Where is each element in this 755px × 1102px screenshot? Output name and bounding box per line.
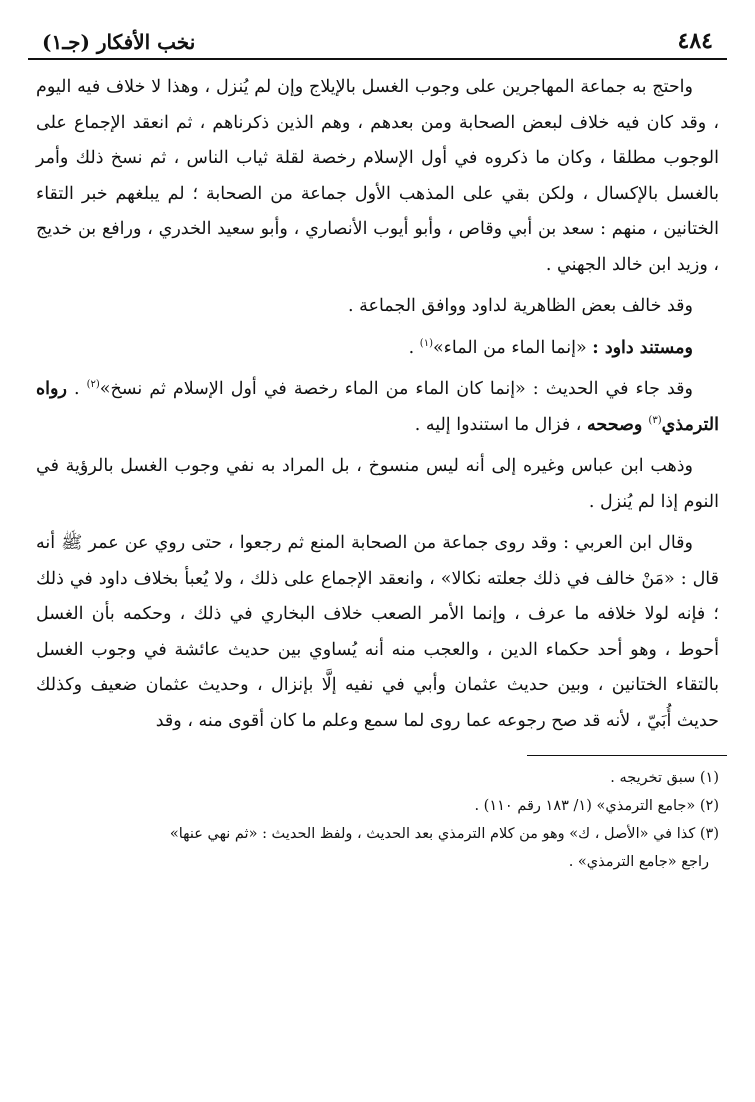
- paragraph-3-lead: ومستند داود :: [592, 337, 693, 358]
- footnote-1: (١) سبق تخريجه .: [610, 770, 719, 786]
- paragraph-6: وقال ابن العربي : وقد روى جماعة من الصحابة المنع ثم رجعوا ، حتى روي عن عمر ﷺ أنه قال : «مَنْ خالف في ذلك جعلته نكالا» ، وانعقد الإجماع على ذلك ، ولا يُعبأ بخلاف داود في ذلك ؛ فإنه لولا خلافه ما عرف ، وإنما الأمر الصعب خلاف البخاري في ذلك ، وحكمه بأن الغسل أحوط ، وهو أحد حكماء الدين ، والعجب منه أنه يُساوي بين حديث عائشة في وجوب الغسل بالتقاء الختانين ، وبين حديث عثمان وأبي في نفيه إلَّا بإنزال ، وحديث عثمان ضعيف وكذلك حديث أُبَيّ ، لأنه قد صح رجوعه عما روى لما سمع وعلم ما كان أقوى منه ، وقد: [36, 533, 719, 731]
- paragraph-3-text: «إنما الماء من الماء»: [432, 337, 593, 358]
- main-text: [28, 70, 727, 739]
- paragraph-4-text-c: ، فزال ما استندوا إليه .: [414, 414, 588, 435]
- paragraph-4-bold-a: رواه الترمذي: [36, 379, 719, 435]
- paragraph-2: وقد خالف بعض الظاهرية لداود ووافق الجماعة .: [348, 296, 693, 316]
- paragraph-3-end: .: [408, 337, 420, 358]
- footnotes: [28, 764, 727, 876]
- footnote-3: (٣) كذا في «الأصل ، ك» وهو من كلام الترمذي بعد الحديث ، ولفظ الحديث : «ثم نهي عنها»: [169, 826, 719, 842]
- paragraph-4-bold-b: وصححه: [587, 414, 649, 435]
- page-number: ٤٨٤: [677, 28, 713, 54]
- paragraph-3: [36, 331, 719, 367]
- footnote-ref-3: (٣): [648, 414, 662, 426]
- paragraph-4-text-a: وقد جاء في الحديث : «إنما كان الماء من الماء رخصة في أول الإسلام ثم نسخ»: [99, 379, 693, 399]
- footnote-3-continued: راجع «جامع الترمذي» .: [568, 854, 709, 870]
- paragraph-4-text-b: .: [66, 379, 87, 399]
- paragraph-1: واحتج به جماعة المهاجرين على وجوب الغسل بالإيلاج وإن لم يُنزل ، وهذا لا خلاف فيه اليوم ، وقد كان فيه خلاف لبعض الصحابة ومن بعدهم ، وهم الذين ذكرناهم ، ثم انعقد الإجماع على الوجوب مطلقا ، وكان ما ذكروه في أول الإسلام رخصة لقلة ثياب الناس ، ثم نسخ ذلك وأمر بالغسل بالإكسال ، ولكن بقي على المذهب الأول جماعة من الصحابة ؛ لم يبلغهم خبر التقاء الختانين ، منهم : سعد بن أبي وقاص ، وأبو أيوب الأنصاري ، وأبو سعيد الخدري ، ورافع بن خديج ، وزيد ابن خالد الجهني .: [36, 77, 719, 275]
- running-title: نخب الأفكار (جـ١): [42, 30, 196, 54]
- page-header: [28, 22, 727, 60]
- paragraph-5: وذهب ابن عباس وغيره إلى أنه ليس منسوخ ، بل المراد به نفي وجوب الغسل بالرؤية في النوم إذا لم يُنزل .: [36, 456, 719, 512]
- footnote-divider: [527, 755, 727, 756]
- book-page: [28, 22, 727, 1092]
- paragraph-4: [36, 372, 719, 443]
- footnote-2: (٢) «جامع الترمذي» (١/ ١٨٣ رقم ١١٠) .: [474, 798, 719, 814]
- footnote-ref-1: (١): [419, 337, 433, 349]
- footnote-ref-2: (٢): [86, 379, 100, 391]
